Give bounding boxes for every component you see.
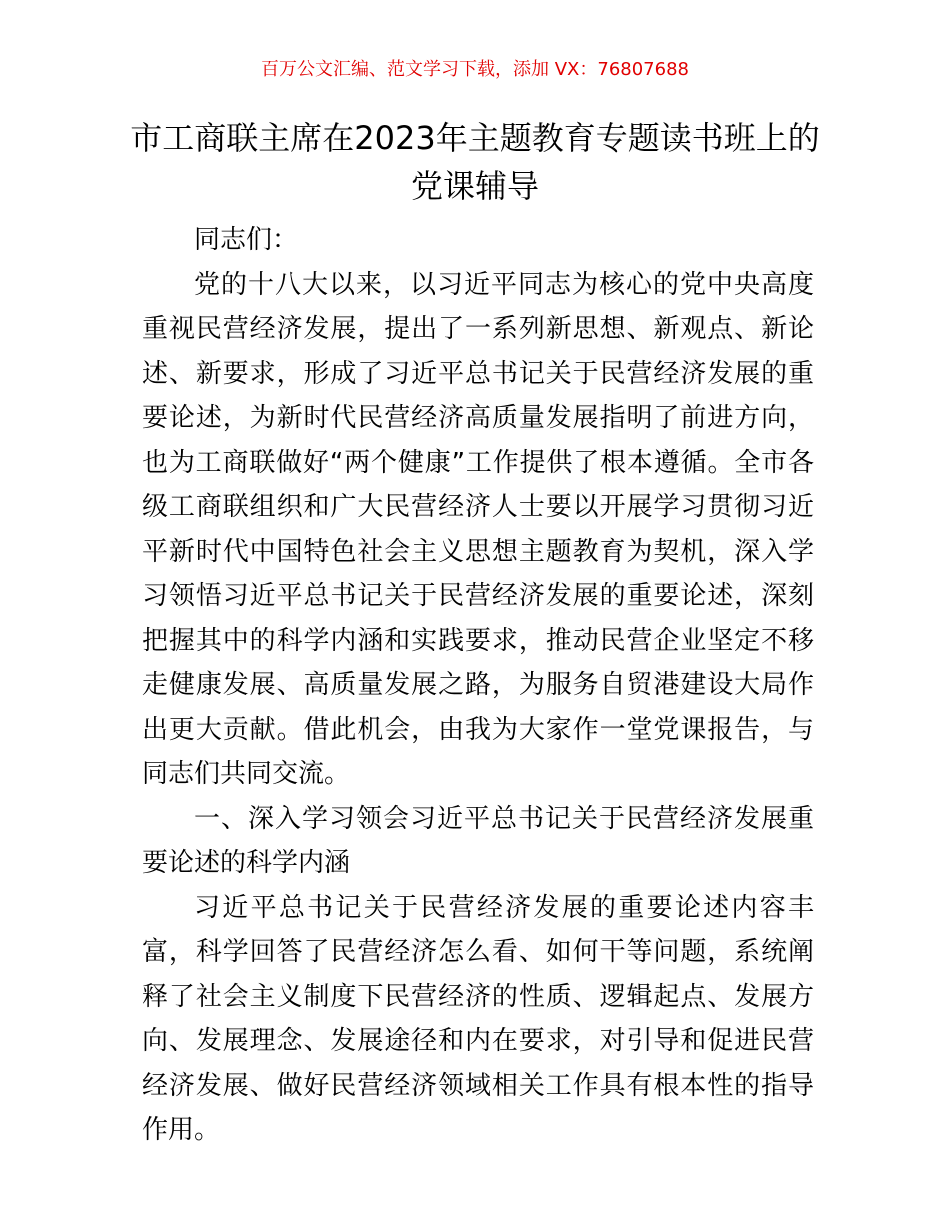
header-note: 百万公文汇编、范文学习下载，添加 VX：76807688 [261,59,689,80]
section-heading: 一、深入学习领会习近平总书记关于民营经济发展重要论述的科学内涵 [142,803,814,878]
document-body [142,218,814,1153]
paragraph-intro: 党的十八大以来，以习近平同志为核心的党中央高度重视民营经济发展，提出了一系列新思想、新观点、新论述、新要求，形成了习近平总书记关于民营经济发展的重要论述，为新时代民营经济高质量发展指明了前进方向，也为工商联做好“两个健康”工作提供了根本遵循。全市各级工商联组织和广大民营经济人士要以开展学习贯彻习近平新时代中国特色社会主义思想主题教育为契机，深入学习领悟习近平总书记关于民营经济发展的重要论述，深刻把握其中的科学内涵和实践要求，推动民营企业坚定不移走健康发展、高质量发展之路，为服务自贸港建设大局作出更大贡献。借此机会，由我为大家作一堂党课报告，与同志们共同交流。 [142,269,814,789]
salutation: 同志们： [194,225,299,255]
document-title: 市工商联主席在2023年主题教育专题读书班上的党课辅导 [130,119,820,205]
paragraph-section-1: 习近平总书记关于民营经济发展的重要论述内容丰富，科学回答了民营经济怎么看、如何干等问题，系统阐释了社会主义制度下民营经济的性质、逻辑起点、发展方向、发展理念、发展途径和内在要求，对引导和促进民营经济发展、做好民营经济领域相关工作具有根本性的指导作用。 [142,892,814,1145]
